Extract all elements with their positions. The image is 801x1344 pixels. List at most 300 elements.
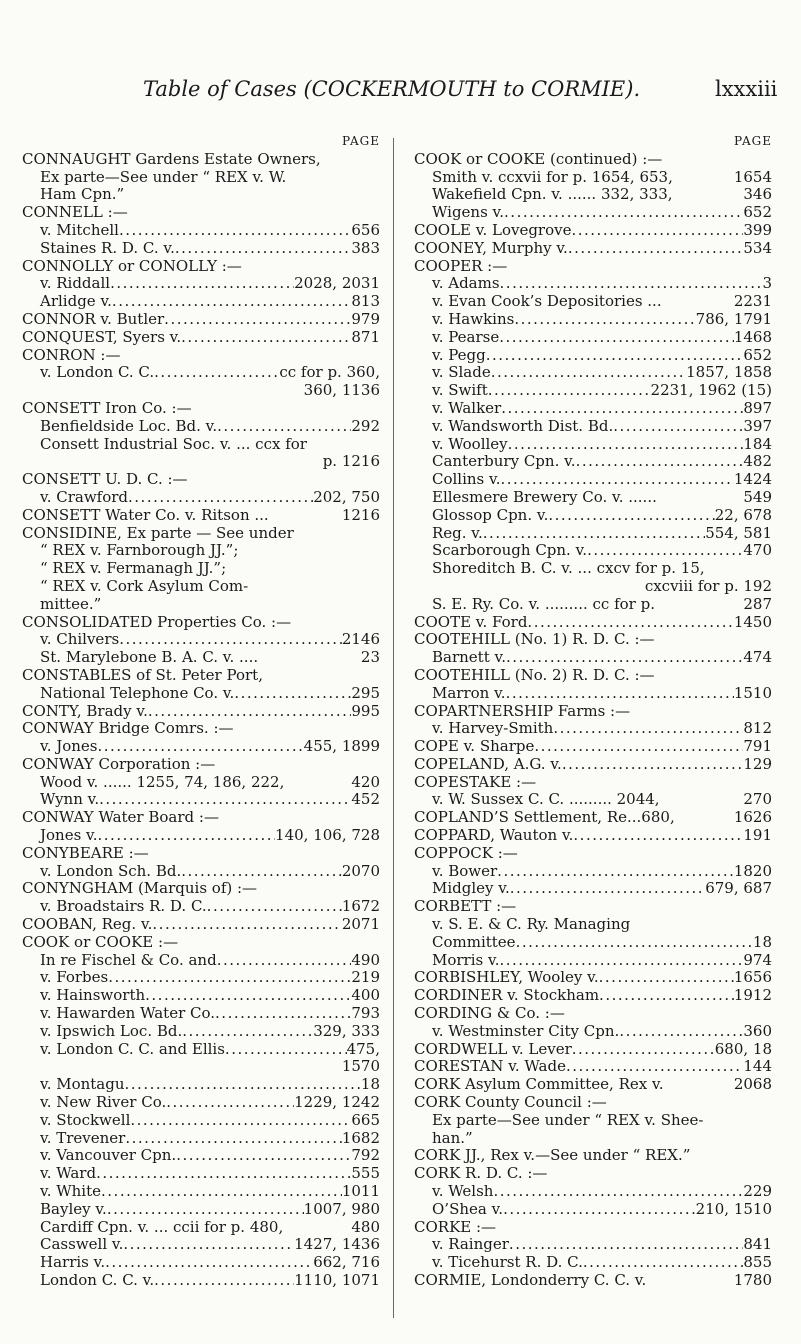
entry-text: CONSETT U. D. C. :— [22,471,188,489]
entry-text: COONEY, Murphy v. [414,239,568,257]
entry-text: COOK or COOKE (continued) :— [414,150,663,168]
left-entries [22,151,380,1290]
index-entry [22,347,380,365]
dot-leader [548,507,714,525]
index-entry [22,703,380,721]
index-entry [414,916,772,934]
index-entry [22,685,380,703]
index-entry [414,827,772,845]
dot-leader [96,1165,351,1183]
entry-text: han.” [432,1129,473,1147]
index-entry [414,1058,772,1076]
entry-text: CORDINER v. Stockham [414,987,600,1005]
dot-leader [152,916,341,934]
page-reference: 360 [743,1022,772,1040]
entry-text: v. London Sch. Bd. [40,862,182,880]
entry-text: Benfieldside Loc. Bd. v. [40,417,218,435]
entry-text: cxcviii for p. 192 [644,577,772,595]
entry-text: CONNOR v. Butler [22,310,165,328]
column-divider [393,138,394,1318]
index-entry [414,1076,772,1094]
index-entry [22,560,380,578]
dot-leader [587,542,743,560]
page-reference: 1510 [733,684,772,702]
entry-text: Reg. v. [432,524,483,542]
dot-leader [501,471,734,489]
entry-text: Consett Industrial Soc. v. ... ccx for [40,435,307,453]
index-entry [22,186,380,204]
index-entry [414,631,772,649]
page-reference: 22, 678 [714,506,772,524]
index-entry [22,1219,380,1237]
index-entry [22,275,380,293]
entry-text: Barnett v. [432,649,506,667]
index-entry [22,1165,380,1183]
page-reference: 1780 [733,1272,772,1289]
entry-text: Arlidge v. [40,293,112,311]
page-reference: 813 [351,293,380,311]
entry-text: CORDING & Co. :— [414,1005,565,1023]
right-column [414,133,772,1290]
entry-text: v. Forbes [40,969,109,987]
index-entry [414,685,772,703]
index-entry [414,1005,772,1023]
index-entry [414,1041,772,1059]
entry-text: CORK County Council :— [414,1094,607,1112]
page-reference: 1216 [341,506,380,524]
entry-text: Wynn v. [40,791,100,809]
entry-text: v. Riddall [40,275,111,293]
index-entry [414,649,772,667]
index-entry [22,1130,380,1148]
dot-leader [506,685,734,703]
dot-leader [571,222,743,240]
index-entry [22,969,380,987]
dot-leader [599,987,734,1005]
entry-text: v. Hawkins [432,310,515,328]
entry-text: v. New River Co. [40,1094,167,1112]
index-entry [414,703,772,721]
page-reference: 1912 [733,987,772,1005]
index-entry [22,1005,380,1023]
index-entry [414,845,772,863]
dot-leader [483,525,705,543]
entry-text: COOK or COOKE :— [22,933,179,951]
entry-text: p. 1216 [322,453,380,471]
entry-text: v. Hawarden Water Co. [40,1005,216,1023]
entry-text: v. Pearse [432,328,500,346]
entry-text: Harris v. [40,1254,106,1272]
entry-text: CORK R. D. C. :— [414,1165,548,1183]
index-entry [22,952,380,970]
page-reference: 295 [351,684,380,702]
index-entry [414,311,772,329]
page-reference: 534 [743,239,772,257]
index-entry [414,542,772,560]
entry-text: COPPARD, Wauton v. [414,827,574,845]
dot-leader [573,827,743,845]
entry-text: Wigens v. [432,204,505,222]
dot-leader [619,1023,743,1041]
index-entry [22,596,380,614]
page-reference: 791 [743,738,772,756]
entry-text: CONSOLIDATED Properties Co. :— [22,613,292,631]
column-heading-page: PAGE [734,134,772,148]
index-entry [22,1023,380,1041]
entry-text: CONWAY Water Board :— [22,809,219,827]
entry-text: v. Vancouver Cpn. [40,1147,177,1165]
dot-leader [128,489,313,507]
page-reference: 1427, 1436 [294,1236,380,1254]
dot-leader [504,204,743,222]
index-entry [414,1094,772,1112]
page-reference: 680, 18 [714,1040,772,1058]
index-entry [414,987,772,1005]
page-reference: 475, [346,1040,380,1058]
page-reference: 792 [351,1147,380,1165]
page-reference: 786, 1791 [695,310,772,328]
dot-leader [500,275,763,293]
dot-leader [145,987,351,1005]
index-entry [22,418,380,436]
entry-text: CONSTABLES of St. Peter Port, [22,666,263,684]
index-entry [414,667,772,685]
dot-leader [99,791,351,809]
entry-text: In re Fischel & Co. and [40,951,217,969]
page-reference: 2070 [341,862,380,880]
page-number: lxxxiii [715,77,778,101]
index-entry [22,863,380,881]
entry-text: v. Broadstairs R. D. C. [40,898,207,916]
index-entry [414,222,772,240]
entry-text: COOPER :— [414,257,508,275]
page-reference: 229 [743,1183,772,1201]
page-reference: 482 [743,453,772,471]
entry-text: CONYNGHAM (Marquis of) :— [22,880,258,898]
page-reference: 871 [351,328,380,346]
entry-text: CONNAUGHT Gardens Estate Owners, [22,150,321,168]
page-reference: 793 [351,1005,380,1023]
index-entry [414,1130,772,1148]
page-reference: 455, 1899 [303,738,380,756]
entry-text: CORKE :— [414,1218,497,1236]
index-entry [414,400,772,418]
entry-text: v. Walker [432,399,502,417]
entry-text: v. Mitchell [40,221,119,239]
page-reference: 420 [351,773,380,791]
entry-text: “ REX v. Cork Asylum Com- [40,577,249,595]
index-entry [414,525,772,543]
entry-text: COOBAN, Reg. v. [22,916,153,934]
page-reference: 397 [743,417,772,435]
entry-text: v. Ward [40,1165,97,1183]
index-entry [414,1272,772,1290]
page-reference: 974 [743,951,772,969]
page-reference: 270 [743,791,772,809]
right-entries [414,151,772,1290]
index-entry [22,489,380,507]
page-reference: 452 [351,791,380,809]
index-entry [22,987,380,1005]
dot-leader [98,738,304,756]
entry-text: v. Adams [432,275,500,293]
dot-leader [488,382,651,400]
dot-leader [148,703,352,721]
dot-leader [105,1254,313,1272]
index-entry [414,169,772,187]
dot-leader [566,1058,743,1076]
entry-text: CORK JJ., Rex v.—See under “ REX.” [414,1147,691,1165]
dot-leader [613,418,743,436]
entry-text: v. Ticehurst R. D. C. [432,1254,583,1272]
page-reference: 400 [351,987,380,1005]
page-reference: 1229, 1242 [294,1094,380,1112]
dot-leader [491,364,686,382]
entry-text: v. Jones [40,738,98,756]
index-entry [22,667,380,685]
page-reference: 18 [360,1076,380,1094]
index-entry [22,1183,380,1201]
entry-text: COPE v. Sharpe [414,738,535,756]
dot-leader [583,1254,743,1272]
entry-text: v. Slade [432,364,491,382]
page-reference: 23 [360,649,380,667]
dot-leader [123,1236,294,1254]
page-reference: 2231 [733,293,772,311]
dot-leader [119,631,342,649]
page-reference: 979 [351,310,380,328]
dot-leader [176,1147,351,1165]
page-reference: 144 [743,1058,772,1076]
index-entry [22,1112,380,1130]
page-reference: 184 [743,435,772,453]
entry-text: CORMIE, Londonderry C. C. v. [414,1272,647,1289]
index-entry [414,151,772,169]
dot-leader [101,1183,342,1201]
index-entry [414,204,772,222]
entry-text: Committee [432,933,516,951]
entry-text: COPELAND, A.G. v. [414,755,562,773]
index-entry [22,169,380,187]
dot-leader [493,1183,743,1201]
index-entry [22,293,380,311]
page-reference: 1424 [733,471,772,489]
index-entry [414,863,772,881]
entry-text: v. Harvey-Smith [432,720,554,738]
page-reference: 140, 106, 728 [275,827,380,845]
index-entry [22,382,380,400]
dot-leader [125,1076,361,1094]
index-entry [22,614,380,632]
entry-text: Casswell v. [40,1236,124,1254]
entry-text: “ REX v. Farnborough JJ.”; [40,542,239,560]
page-reference: 1857, 1858 [686,364,772,382]
page-reference: 1626 [733,809,772,827]
index-entry [22,791,380,809]
index-entry [22,720,380,738]
index-entry [22,436,380,454]
entry-text: CONYBEARE :— [22,844,149,862]
entry-text: COPLAND’S Settlement, Re...680, [414,809,675,827]
dot-leader [516,934,753,952]
page-reference: cc for p. 360, [279,364,380,382]
entry-text: CORESTAN v. Wade [414,1058,566,1076]
entry-text: v. Woolley [432,435,508,453]
index-entry [22,258,380,276]
entry-text: v. London C. C. and Ellis [40,1040,225,1058]
entry-text: CONNELL :— [22,204,128,222]
entry-text: COOLE v. Lovegrove [414,221,572,239]
dot-leader [562,756,744,774]
entry-text: Ex parte—See under “ REX v. W. [40,168,287,186]
index-entry [414,791,772,809]
entry-text: Wakefield Cpn. v. ...... 332, 333, [432,186,673,204]
entry-text: v. Pegg [432,346,486,364]
dot-leader [154,1272,294,1290]
entry-text: v. Montagu [40,1076,125,1094]
running-title: Table of Cases (COCKERMOUTH to CORMIE). [143,77,641,101]
page-reference: 1682 [341,1129,380,1147]
dot-leader [503,1201,696,1219]
index-entry [414,347,772,365]
entry-text: Jones v. [40,827,98,845]
entry-text: v. Wandsworth Dist. Bd. [432,417,614,435]
index-entry [22,898,380,916]
dot-leader [510,880,705,898]
index-entry [22,1058,380,1076]
index-entry [414,560,772,578]
entry-text: v. London C. C. [40,364,155,382]
entry-text: Ham Cpn.” [40,186,125,204]
entry-text: COOTEHILL (No. 2) R. D. C. :— [414,666,655,684]
dot-leader [499,952,743,970]
entry-text: CONRON :— [22,346,121,364]
index-entry [414,720,772,738]
index-entry [414,258,772,276]
entry-text: CORK Asylum Committee, Rex v. [414,1076,664,1094]
index-entry [414,453,772,471]
entry-text: CONWAY Bridge Comrs. :— [22,720,234,738]
index-entry [22,649,380,667]
dot-leader [215,1005,351,1023]
entry-text: Shoreditch B. C. v. ... cxcv for p. 15, [432,560,705,578]
entry-text: v. W. Sussex C. C. ......... 2044, [432,791,660,809]
page-reference: 1468 [733,328,772,346]
dot-leader [110,275,294,293]
index-entry [22,525,380,543]
index-entry [414,471,772,489]
page-reference: 665 [351,1111,380,1129]
page-reference: 1110, 1071 [294,1272,380,1289]
index-entry [414,1147,772,1165]
index-entry [414,1201,772,1219]
index-entry [22,1201,380,1219]
entry-text: v. Crawford [40,488,129,506]
page-reference: 812 [743,720,772,738]
page-reference: 679, 687 [705,880,772,898]
entry-text: v. S. E. & C. Ry. Managing [432,916,631,934]
entry-text: London C. C. v. [40,1272,155,1289]
page-reference: 474 [743,649,772,667]
index-entry [22,827,380,845]
entry-text: v. Welsh [432,1183,494,1201]
index-entry [414,774,772,792]
page-reference: 346 [743,186,772,204]
page-reference: 191 [743,827,772,845]
entry-text: Ex parte—See under “ REX v. Shee- [432,1111,704,1129]
entry-text: O’Shea v. [432,1200,504,1218]
page-reference: 1672 [341,898,380,916]
entry-text: v. Evan Cook’s Depositories ... [432,293,662,311]
entry-text: Staines R. D. C. v. [40,239,175,257]
index-entry [414,934,772,952]
page-reference: 2071 [341,916,380,934]
page-reference: 329, 333 [313,1022,380,1040]
entry-text: CORDWELL v. Lever [414,1040,572,1058]
entry-text: CONSETT Iron Co. :— [22,399,192,417]
index-entry [414,880,772,898]
index-entry [22,1094,380,1112]
entry-text: v. Westminster City Cpn. [432,1022,620,1040]
entry-text: 1570 [341,1058,380,1076]
dot-leader [568,240,744,258]
index-entry [414,1023,772,1041]
index-entry [22,542,380,560]
index-entry [22,204,380,222]
page-reference: 549 [743,488,772,506]
entry-text: Ellesmere Brewery Co. v. ...... [432,488,657,506]
page-reference: 2231, 1962 (15) [650,382,772,400]
entry-text: CONQUEST, Syers v. [22,328,182,346]
page-reference: 897 [743,399,772,417]
index-entry [414,614,772,632]
index-entry [22,880,380,898]
page-reference: 292 [351,417,380,435]
index-entry [414,1219,772,1237]
column-heading-page: PAGE [342,134,380,148]
index-entry [22,400,380,418]
entry-text: CONNOLLY or CONOLLY :— [22,257,242,275]
dot-leader [572,1041,715,1059]
index-entry [414,809,772,827]
index-entry [414,578,772,596]
page-reference: 480 [351,1218,380,1236]
entry-text: St. Marylebone B. A. C. v. .... [40,649,259,667]
index-entry [414,382,772,400]
index-entry [414,898,772,916]
entry-text: Glossop Cpn. v. [432,506,549,524]
index-entry [414,186,772,204]
entry-text: v. White [40,1183,102,1201]
page-reference: 1820 [733,862,772,880]
index-entry [414,1254,772,1272]
index-entry [414,738,772,756]
running-header [0,77,801,107]
entry-text: Wood v. ...... 1255, 74, 186, 222, [40,773,285,791]
index-entry [414,240,772,258]
page-reference: 2028, 2031 [294,275,380,293]
page-reference: 841 [743,1236,772,1254]
index-entry [414,1165,772,1183]
entry-text: “ REX v. Fermanagh JJ.”; [40,560,227,578]
index-entry [22,507,380,525]
page-reference: 555 [351,1165,380,1183]
index-entry [22,1147,380,1165]
dot-leader [112,293,351,311]
index-entry [414,969,772,987]
entry-text: v. Stockwell [40,1111,131,1129]
dot-leader [506,649,743,667]
